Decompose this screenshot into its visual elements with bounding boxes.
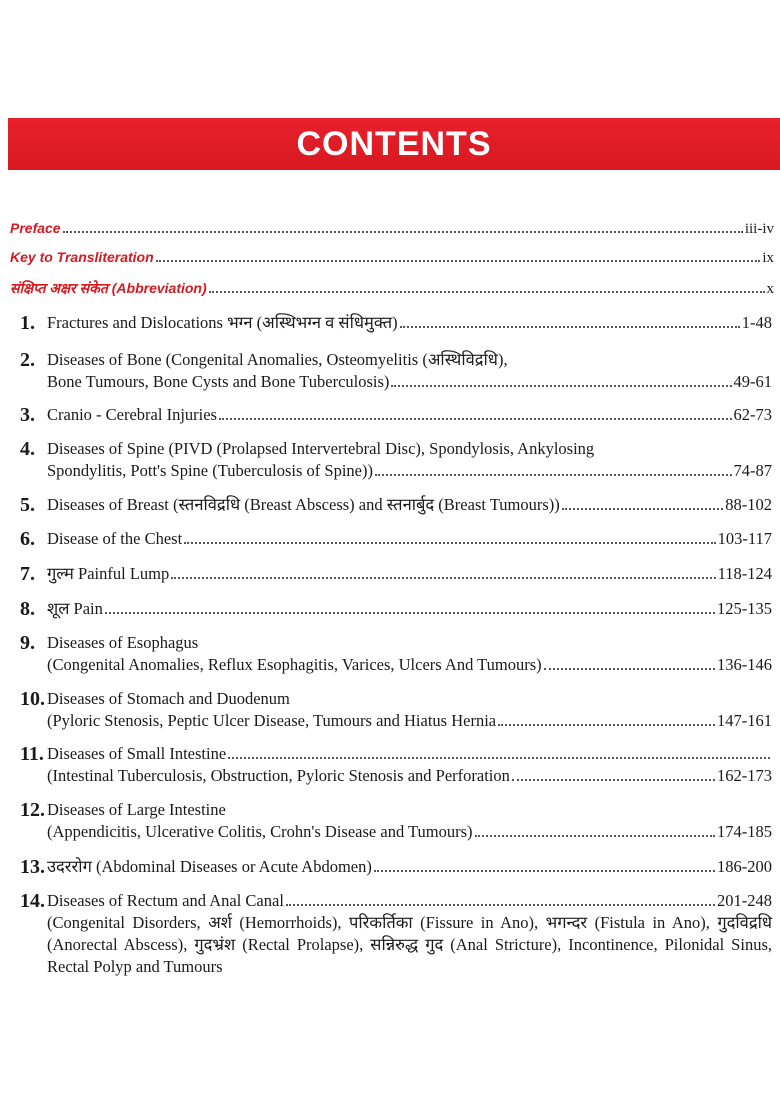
dot-leader [512, 778, 715, 781]
front-matter-label: संक्षिप्त अक्षर संकेत (Abbreviation) [10, 280, 207, 296]
toc-entry-14 [20, 890, 772, 978]
chapter-pages: 88-102 [725, 495, 772, 514]
dot-leader [105, 611, 715, 614]
dot-leader [498, 723, 715, 726]
chapter-title: Disease of the Chest [47, 529, 183, 548]
dot-leader [562, 507, 723, 510]
chapter-subtitle: Bone Tumours, Bone Cysts and Bone Tuberculosis) [47, 372, 390, 391]
front-matter-abbreviation [10, 279, 774, 298]
chapter-pages: 1-48 [741, 313, 772, 332]
dot-leader [209, 290, 765, 293]
chapter-pages: 201-248 [717, 891, 772, 910]
chapter-subtitle: Spondylitis, Pott's Spine (Tuberculosis of Spine)) [47, 461, 373, 480]
toc-entry-11 [20, 743, 772, 787]
chapter-number: 7. [20, 563, 35, 585]
chapter-subtitle: (Appendicitis, Ulcerative Colitis, Crohn's Disease and Tumours) [47, 822, 473, 841]
front-matter-label: Key to Transliteration [10, 249, 154, 265]
chapter-subtitle: (Intestinal Tuberculosis, Obstruction, Pyloric Stenosis and Perforation [47, 766, 510, 785]
chapter-pages: 162-173 [717, 766, 772, 785]
chapter-pages: 74-87 [733, 461, 772, 480]
chapter-title: Diseases of Stomach and Duodenum [47, 689, 290, 708]
chapter-number: 3. [20, 404, 35, 426]
chapter-title: Diseases of Large Intestine [47, 800, 226, 819]
dot-leader [391, 384, 731, 387]
chapter-number: 1. [20, 312, 35, 334]
chapter-pages: 103-117 [717, 529, 772, 548]
chapter-subtitle: (Congenital Disorders, अर्श (Hemorrhoids), परिकर्तिका (Fissure in Ano), भगन्दर (Fistula in Ano), गुदविद्रधि (Anorectal Abscess), गुदभ्रंश (Rectal Prolapse), सन्निरुद्ध गुद (Anal Stricture), Incontinence, Pilonidal Sinus, Rectal Polyp and Tumours [47, 913, 772, 976]
chapter-number: 6. [20, 528, 35, 550]
dot-leader [374, 869, 715, 872]
chapter-number: 9. [20, 632, 35, 654]
dot-leader [375, 473, 732, 476]
dot-leader [475, 834, 715, 837]
front-matter-transliteration [10, 249, 774, 267]
toc-entry-8 [20, 598, 772, 620]
toc-entry-4 [20, 438, 772, 482]
chapter-title: Diseases of Esophagus [47, 633, 199, 652]
toc-entry-12 [20, 799, 772, 843]
chapter-number: 2. [20, 349, 35, 371]
toc-entry-5 [20, 494, 772, 516]
dot-leader [286, 903, 715, 906]
front-matter-preface [10, 220, 774, 238]
chapter-number: 8. [20, 598, 35, 620]
chapter-pages: 136-146 [717, 655, 772, 674]
toc-entry-1 [20, 312, 772, 334]
chapter-title: Diseases of Rectum and Anal Canal [47, 891, 284, 910]
chapter-title: Diseases of Spine (PIVD (Prolapsed Intervertebral Disc), Spondylosis, Ankylosing [47, 439, 595, 458]
chapter-title: शूल Pain [47, 599, 103, 618]
chapter-pages: 62-73 [733, 405, 772, 424]
dot-leader [228, 756, 770, 759]
chapter-pages: 147-161 [717, 711, 772, 730]
page-title: CONTENTS [296, 125, 492, 163]
dot-leader [544, 667, 715, 670]
contents-banner [8, 118, 780, 170]
toc-entry-7 [20, 563, 772, 585]
toc-entry-13 [20, 856, 772, 878]
chapter-subtitle: (Pyloric Stenosis, Peptic Ulcer Disease, Tumours and Hiatus Hernia [47, 711, 497, 730]
chapter-pages: 118-124 [717, 564, 772, 583]
chapter-pages: 49-61 [733, 372, 772, 391]
front-matter-pages: iii-iv [744, 221, 774, 237]
toc-entry-10 [20, 688, 772, 732]
dot-leader [219, 417, 732, 420]
chapter-number: 14. [20, 890, 45, 912]
toc-entry-3 [20, 404, 772, 426]
front-matter-pages: ix [762, 250, 774, 266]
chapter-number: 13. [20, 856, 45, 878]
chapter-title: Diseases of Bone (Congenital Anomalies, Osteomyelitis (अस्थिविद्रधि), [47, 350, 508, 369]
chapter-number: 4. [20, 438, 35, 460]
dot-leader [184, 541, 715, 544]
chapter-number: 5. [20, 494, 35, 516]
chapter-title: गुल्म Painful Lump [47, 564, 170, 583]
chapter-number: 11. [20, 743, 44, 765]
chapter-pages: 125-135 [717, 599, 772, 618]
chapter-number: 12. [20, 799, 45, 821]
chapter-title: Cranio - Cerebral Injuries [47, 405, 217, 424]
dot-leader [171, 576, 715, 579]
chapter-title: उदररोग (Abdominal Diseases or Acute Abdomen) [47, 857, 372, 876]
front-matter-pages: x [766, 281, 774, 297]
chapter-title: Diseases of Small Intestine [47, 744, 227, 763]
dot-leader [63, 230, 743, 233]
chapter-subtitle: (Congenital Anomalies, Reflux Esophagitis, Varices, Ulcers And Tumours) [47, 655, 542, 674]
dot-leader [156, 259, 761, 262]
toc-entry-2 [20, 349, 772, 393]
toc-entry-6 [20, 528, 772, 550]
chapter-number: 10. [20, 688, 45, 710]
front-matter-label: Preface [10, 220, 61, 236]
chapter-pages: 186-200 [717, 857, 772, 876]
chapter-title: Diseases of Breast (स्तनविद्रधि (Breast Abscess) and स्तनार्बुद (Breast Tumours)) [47, 495, 560, 514]
toc-entry-9 [20, 632, 772, 676]
dot-leader [400, 325, 740, 328]
chapter-pages: 174-185 [717, 822, 772, 841]
chapter-title: Fractures and Dislocations भग्न (अस्थिभग्न व संधिमुक्त) [47, 313, 398, 332]
